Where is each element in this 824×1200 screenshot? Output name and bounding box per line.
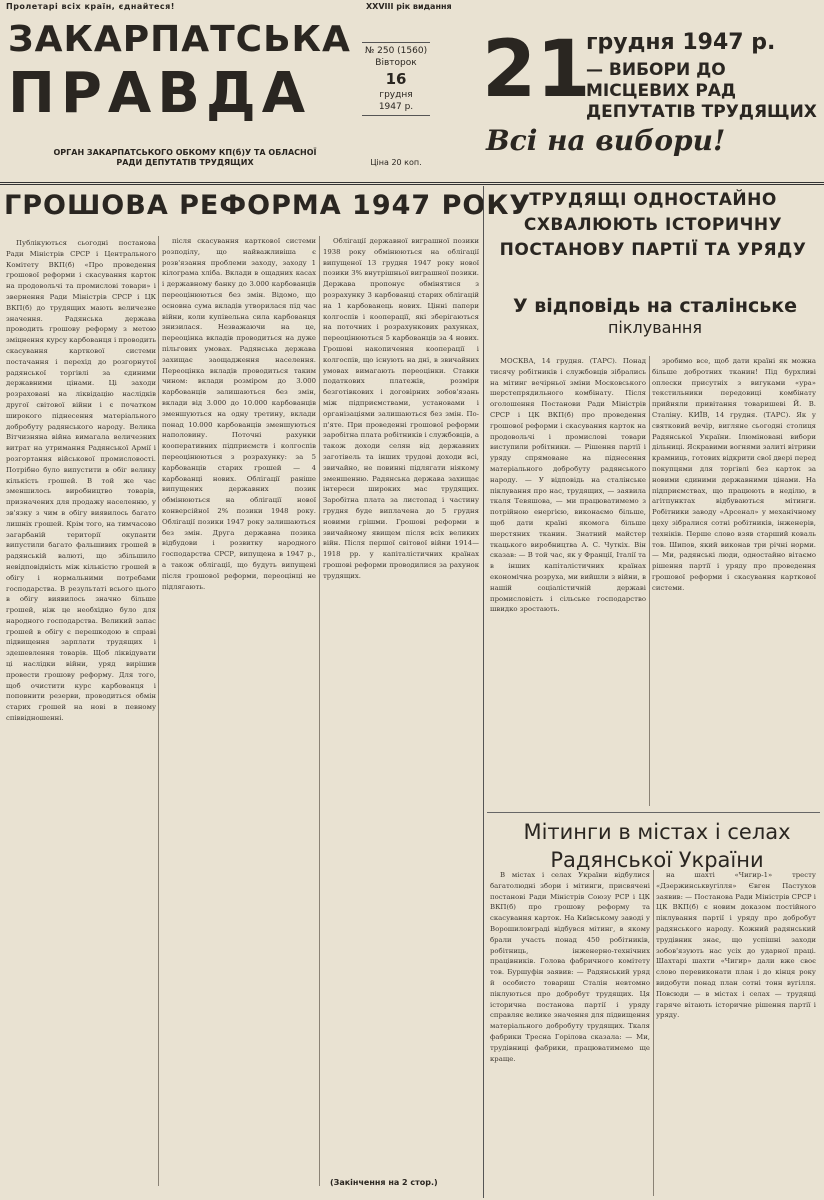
column-rule (653, 870, 654, 1196)
price: Ціна 20 коп. (370, 158, 422, 167)
masthead-divider (0, 182, 824, 185)
article-column (656, 870, 816, 1196)
column-rule (158, 236, 159, 1186)
organ-subtitle: ОРГАН ЗАКАРПАТСЬКОГО ОБКОМУ КП(б)У ТА ОБЛАСНОЇ РАДИ ДЕПУТАТІВ ТРУДЯЩИХ (53, 148, 317, 167)
year-of-publication: XXVIII рік видання (366, 2, 452, 11)
article-text: Публікуються сьогодні постанова Ради Міністрів СРСР і Центрального Комітету ВКП(б) «Про проведення грошової реформи і скасування карток на продовольчі та промислові товари» і звернення Ради Міністрів СРСР і ЦК ВКП(б) до трудящих мають величезне значення. Радянська держава проводить грошову реформу з метою зміцнення курсу карбованця і проводить скасування карткової системи постачання і перехід до розгорнутої радянської торгівлі за єдиними державними цінами. Ці заходи розраховані на ліквідацію наслідків другої світової війни і є початком широкого піднесення матеріального добробуту радянського народу. Велика Вітчизняна війна вимагала величезних витрат на утримання Радянської Армії і розгортання військової промисловості. Потрібно було випустити в обіг велику кількість грошей. В той же час зменшилось виробництво товарів, призначених для продажу населенню, у зв'язку з чим в обігу виявилось багато лишніх грошей. Крім того, на тимчасово загарбаній території окупанти випустили багато фальшивих грошей в радянській валюті, що збільшило невідповідність між кількістю грошей в обігу і нормальними потребами господарства. В результаті всього цього в обігу виявилось значно більше грошей, ніж це необхідно було для народного господарства. Великий запас грошей в обігу є перешкодою в справі підвищення зарплати трудящих і здешевлення товарів. Щоб ліквідувати ці наслідки війни, уряд вирішив провести грошову реформу. Для того, щоб очистити курс карбованця і поповнити резерви, проводиться обмін старих грошей на нові в певному співвідношенні. (6, 239, 156, 723)
subheadline-response-line2: піклування (607, 318, 703, 337)
election-month: грудня 1947 р. (586, 30, 776, 55)
article-text: МОСКВА, 14 грудня. (ТАРС). Понад тисячу робітників і службовців зібрались на мітинг вечірньої зміни Московського шерстепрядильного комбінату. Після оголошення Постанови Ради Міністрів СРСР і ЦК ВКП(б) про проведення грошової реформи і скасування карток на продовольчі і промислові товари виступили робітники. — Рішення партії і уряду спрямоване на піднесення матеріального добробуту радянського народу. — У відповідь на сталінське піклування про нас, трудящих, — заявила ткаля Тевяшова, — ми працюватимемо з потрійною енергією, виконаємо більше, щоб дати країні якомога більше шерстяних тканин. Знатний майстер ткацького виробництва А. С. Чуткіх. Він сказав: — В той час, як у Франції, Італії та в інших капіталістичних країнах економічна розруха, ми вийшли з війни, в нашій соціалістичній державі промисловість і сільське господарство швидко зростають. (490, 357, 646, 614)
headline-reform: ГРОШОВА РЕФОРМА 1947 РОКУ (4, 190, 532, 221)
slogan: Пролетарі всіх країн, єднайтеся! (6, 2, 175, 11)
column-divider (483, 186, 484, 1198)
section-divider (487, 812, 820, 813)
article-column (162, 236, 316, 1184)
newspaper-title-line1: ЗАКАРПАТСЬКА (8, 19, 351, 60)
subheadline-response-line1: У відповідь на сталінське (512, 295, 798, 317)
election-day-number: 21 (482, 25, 591, 115)
issue-year: 1947 р. (378, 102, 414, 112)
continued-note: (Закінчення на 2 стор.) (330, 1178, 438, 1187)
issue-month: грудня (379, 90, 413, 100)
article-column (490, 356, 646, 808)
column-rule (649, 356, 650, 806)
article-text: після скасування карткової системи розподілу, що найважливіша є розв'язання проблеми заходу, заходу 1 кілограма хліба. Вклади в ощадних касах і державному банку до 3.000 карбованців переоцінюються без змін. Відомо, що основна сума вкладів утворилася під час війни, коли купівельна сила карбованця знизилася. Незважаючи на це, переоцінка вкладів проводиться на дуже пільгових умовах. Радянська держава захищає заощадження населення. Переоцінка вкладів проводиться таким чином: вклади розміром до 3.000 карбованців залишаються без змін, вклади від 3.000 до 10.000 карбованців зменшуються на одну третину, вклади понад 10.000 карбованців зменшуються наполовину. Поточні рахунки кооперативних підприємств і колгоспів переоцінюються з розрахунку: за 5 карбованців старих грошей — 4 карбованці нових. Облігації раніше випущених державних позик обмінюються на облігації нової конверсійної 2% позики 1948 року. Облігації позики 1947 року залишаються без змін. Друга державна позика відбудови і розвитку народного господарства СРСР, випущена в 1947 р., а також облігації, що будуть випущені після грошової реформи, переоцінці не підлягають. (162, 237, 316, 591)
article-text: на шахті «Чигир-1» тресту «Дзержинськвугілля» Євген Пастухов заявив: — Постанова Ради Міністрів СРСР і ЦК ВКП(б) є новим доказом постійного піклування партії і уряду про добробут радянського народу. Кожний радянський трудівник знає, що успішні заходи зобов'язують нас усіх до ударної праці. Шахтарі шахти «Чигир» дали вже своє слово перевиконати план і до кінця року видобути понад план сотні тонн вугілля. Повсюди — в містах і селах — трудящі гаряче вітають історичне рішення партії і уряду. (656, 871, 816, 1020)
headline-workers: ТРУДЯЩІ ОДНОСТАЙНО СХВАЛЮЮТЬ ІСТОРИЧНУ ПОСТАНОВУ ПАРТІЇ ТА УРЯДУ (499, 190, 807, 260)
article-text: Облігації державної виграшної позики 1938 року обмінюються на облігації випущеної 13 грудня 1947 року нової позики 3% внутрішньої виграшної позики. Держава пропонує обмінятися з розрахунку 3 карбованці старих облігацій на 1 карбованець нових. Цінні папери колгоспів і кооперації, які зберігаються на поточних і розрахункових рахунках, переоцінюються 5 карбованців за 4 нових. Грошові накопичення кооперації і колгоспів, що існують на дні, в звичайних умовах вимагають переоцінки. Ставки податкових платежів, розміри безготівкових і договірних зобов'язань між підприємствами, установами і організаціями залишаються без змін. По-п'яте. При проведенні грошової реформи заробітна плата робітників і службовців, а також доходи селян від державних заготівель та інших трудові доходи всі, звичайно, не повинні підлягати ніякому зменшенню. Радянська держава захищає інтереси широких мас трудящих. Заробітна плата за листопад і частину грудня буде виплачена до 5 грудня новими грішми. Грошові реформи в звичайному явищем після всіх великих війн. Після першої світової війни 1914—1918 рр. у капіталістичних країнах грошові реформи проводилися за рахунок трудящих. (323, 237, 479, 580)
issue-weekday: Вівторок (375, 58, 417, 68)
article-column (323, 236, 479, 1128)
issue-day: 16 (385, 70, 407, 88)
article-column (652, 356, 816, 808)
election-call: Всі на вибори! (486, 124, 726, 157)
article-column (490, 870, 650, 1196)
column-rule (319, 236, 320, 1186)
article-text: зробимо все, щоб дати країні як можна більше добротних тканин! Під бурхливі оплески присутніх з вигуками «ура» текстильники передовиці комбінату прийняли привітання товаришеві Й. В. Сталіну. КИЇВ, 14 грудня. (ТАРС). Як у святковий вечір, вигляне сьогодні столиця Радянської України. Ілюміновані вибори дільниці. Яскравими вогнями залиті вітрини крамниць, готових відкрити свої двері перед покупцями для торгівлі без карток за новими єдиними державними цінами. На підприємствах, що працюють в неділю, в агітпунктах відбуваються мітинги. Робітники заводу «Арсенал» у механічному цеху зібралися сотні робітників, інженерів, техніків. Перше слово взяв старший коваль тов. Шипов, який виконав три річні норми. — Ми, радянські люди, одностайно вітаємо рішення партії і уряду про проведення грошової реформи і скасування карткової системи. (652, 357, 816, 592)
article-column (6, 238, 156, 1194)
article-text: В містах і селах України відбулися багатолюдні збори і мітинги, присвячені постанові Ради Міністрів Союзу РСР і ЦК ВКП(б) про грошову реформу та скасування карток. На Київському заводі у Ворошиловграді відбувся мітинг, в якому брали участь понад 450 робітників, робітниць, інженерно-технічних працівників. Голова фабричного комітету тов. Буршуфін заявив: — Радянський уряд й особисто товариш Сталін невтомно піклуються про добробут трудящих. Ця історична постанова партії і уряду справляє велике значення для підвищення матеріального добробуту трудящих. Ткаля фабрики Тресна Горілова сказала: — Ми, трудівниці фабрики, працюватимемо ще краще. (490, 871, 650, 1063)
election-text: — ВИБОРИ ДО МІСЦЕВИХ РАД ДЕПУТАТІВ ТРУДЯЩИХ (586, 60, 817, 122)
newspaper-title-line2: ПРАВДА (8, 61, 312, 126)
headline-meetings: Мітинги в містах і селах Радянської України (523, 820, 791, 872)
issue-box (362, 42, 430, 116)
issue-number: № 250 (1560) (364, 46, 428, 56)
subheadline-response (500, 296, 810, 338)
